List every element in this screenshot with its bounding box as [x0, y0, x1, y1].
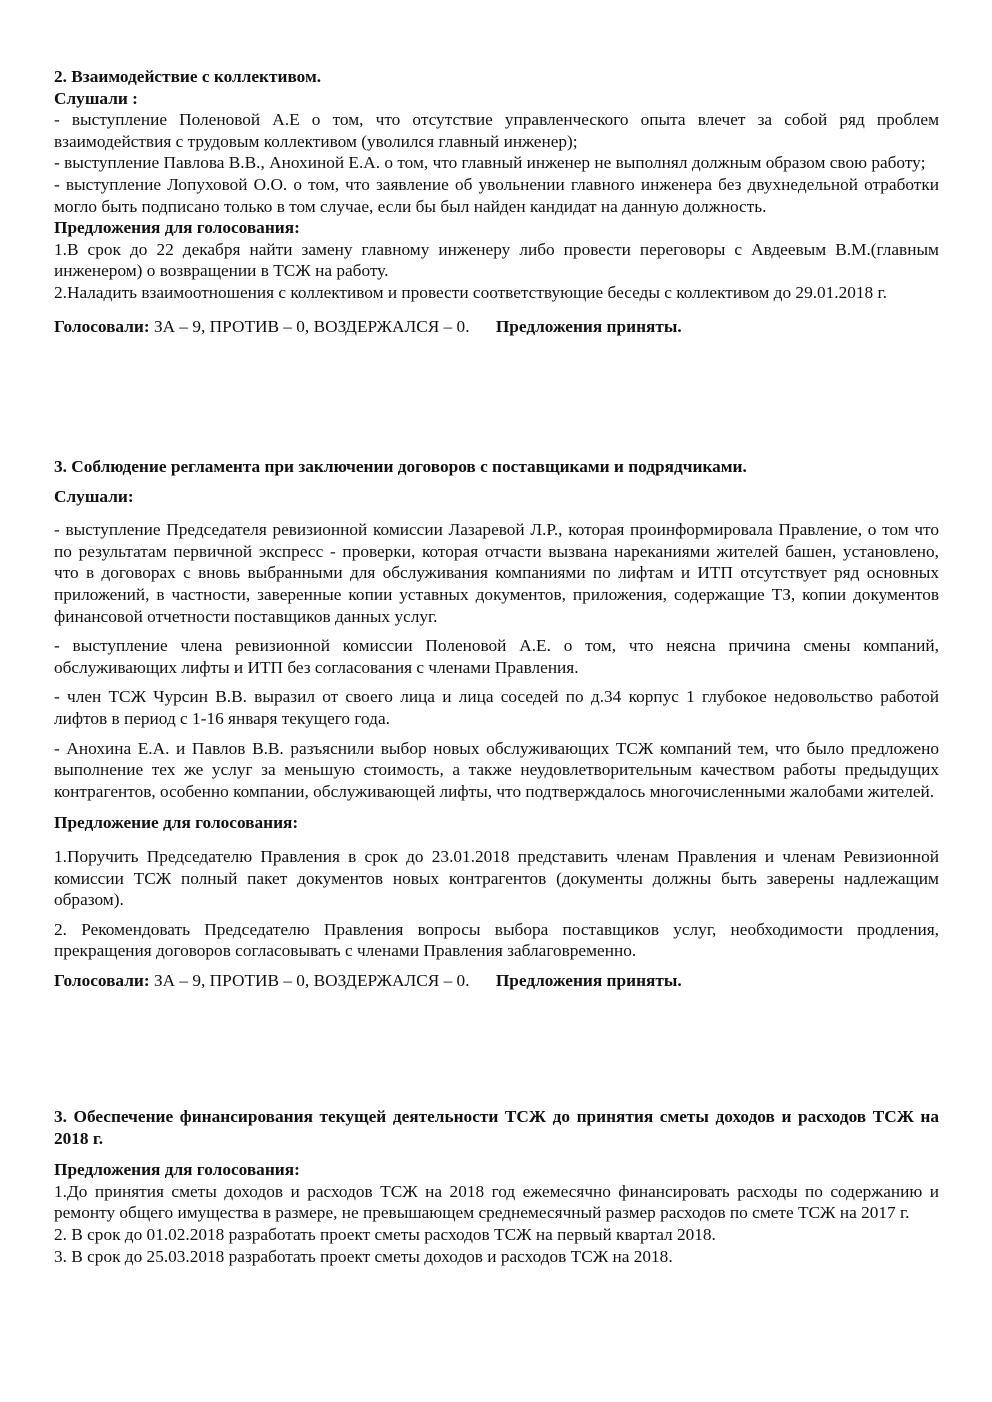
proposal-item: 2. В срок до 01.02.2018 разработать проект сметы расходов ТСЖ на первый квартал 2018.: [54, 1224, 716, 1244]
heard-label: Слушали :: [54, 88, 138, 108]
heard-item: - выступление Председателя ревизионной комиссии Лазаревой Л.Р., которая проинформировала Правление, о том что по результатам первичной экспресс - проверки, которая отчасти вызвана нареканиями жителей башен, установлено, что в договорах с вновь выбранными для обслуживания компаниями по лифтам и ИТП отсутствует ряд основных приложений, в частности, заверенные копии уставных документов, приложения, содержащие ТЗ, копии документов финансовой отчетности поставщиков данных услуг.: [54, 520, 939, 626]
heard-item: - член ТСЖ Чурсин В.В. выразил от своего лица и лица соседей по д.34 корпус 1 глубокое недовольство работой лифтов в период с 1-16 января текущего года.: [54, 687, 939, 728]
section-staff-interaction: [54, 66, 939, 337]
proposals-label: Предложения для голосования:: [54, 218, 300, 238]
section-title: 3. Обеспечение финансирования текущей деятельности ТСЖ до принятия сметы доходов и расходов ТСЖ на 2018 г.: [54, 1107, 939, 1148]
vote-result: Предложения приняты.: [495, 316, 682, 336]
section-contract-regulations: [54, 456, 939, 991]
heard-item: - выступление Лопуховой О.О. о том, что заявление об увольнении главного инженера без двухнедельной отработки могло быть подписано только в том случае, если бы был найден кандидат на данную должность.: [54, 174, 939, 216]
proposal-item: 3. В срок до 25.03.2018 разработать проект сметы доходов и расходов ТСЖ на 2018.: [54, 1246, 673, 1266]
heard-item: - выступление члена ревизионной комиссии Поленовой А.Е. о том, что неясна причина смены компаний, обслуживающих лифты и ИТП без согласования с членами Правления.: [54, 636, 939, 677]
section-title: 2. Взаимодействие с коллективом.: [54, 67, 322, 86]
proposal-item: 2.Наладить взаимоотношения с коллективом и провести соответствующие беседы с коллективом до 29.01.2018 г.: [54, 282, 887, 302]
vote-text: ЗА – 9, ПРОТИВ – 0, ВОЗДЕРЖАЛСЯ – 0.: [153, 970, 470, 990]
vote-text: ЗА – 9, ПРОТИВ – 0, ВОЗДЕРЖАЛСЯ – 0.: [153, 316, 470, 336]
proposal-item: 1.Поручить Председателю Правления в срок до 23.01.2018 представить членам Правления и членам Ревизионной комиссии ТСЖ полный пакет документов новых контрагентов (документы должны быть заверены надлежащим образом).: [54, 846, 939, 910]
vote-label: Голосовали:: [54, 970, 150, 990]
vote-line: [54, 316, 939, 338]
section-financing: [54, 1106, 939, 1267]
proposal-item: 1.До принятия сметы доходов и расходов ТСЖ на 2018 год ежемесячно финансировать расходы по содержанию и ремонту общего имущества в размере, не превышающем среднемесячный размер расходов по смете ТСЖ на 2017 г.: [54, 1181, 939, 1223]
heard-item: - Анохина Е.А. и Павлов В.В. разъяснили выбор новых обслуживающих ТСЖ компаний тем, что было предложено выполнение тех же услуг за меньшую стоимость, а также неудовлетворительным качеством работы предыдущих контрагентов, особенно компании, обслуживающей лифты, что подтверждалось многочисленными жалобами жителей.: [54, 738, 939, 801]
proposal-item: 2. Рекомендовать Председателю Правления вопросы выбора поставщиков услуг, необходимости продления, прекращения договоров согласовывать с членами Правления заблаговременно.: [54, 919, 939, 961]
proposals-label: Предложение для голосования:: [54, 813, 299, 833]
heard-label: Слушали:: [54, 486, 134, 506]
vote-line: [54, 970, 939, 992]
vote-result: Предложения приняты.: [495, 970, 682, 990]
section-title: 3. Соблюдение регламента при заключении договоров с поставщиками и подрядчиками.: [54, 457, 747, 476]
proposal-item: 1.В срок до 22 декабря найти замену главному инженеру либо провести переговоры с Авдеевым В.М.(главным инженером) о возвращении в ТСЖ на работу.: [54, 239, 939, 281]
heard-item: - выступление Павлова В.В., Анохиной Е.А. о том, что главный инженер не выполнял должным образом свою работу;: [54, 153, 926, 173]
proposals-label: Предложения для голосования:: [54, 1160, 300, 1180]
vote-label: Голосовали:: [54, 316, 150, 336]
heard-item: - выступление Поленовой А.Е о том, что отсутствие управленческого опыта влечет за собой ряд проблем взаимодействия с трудовым коллективом (уволился главный инженер);: [54, 110, 939, 151]
